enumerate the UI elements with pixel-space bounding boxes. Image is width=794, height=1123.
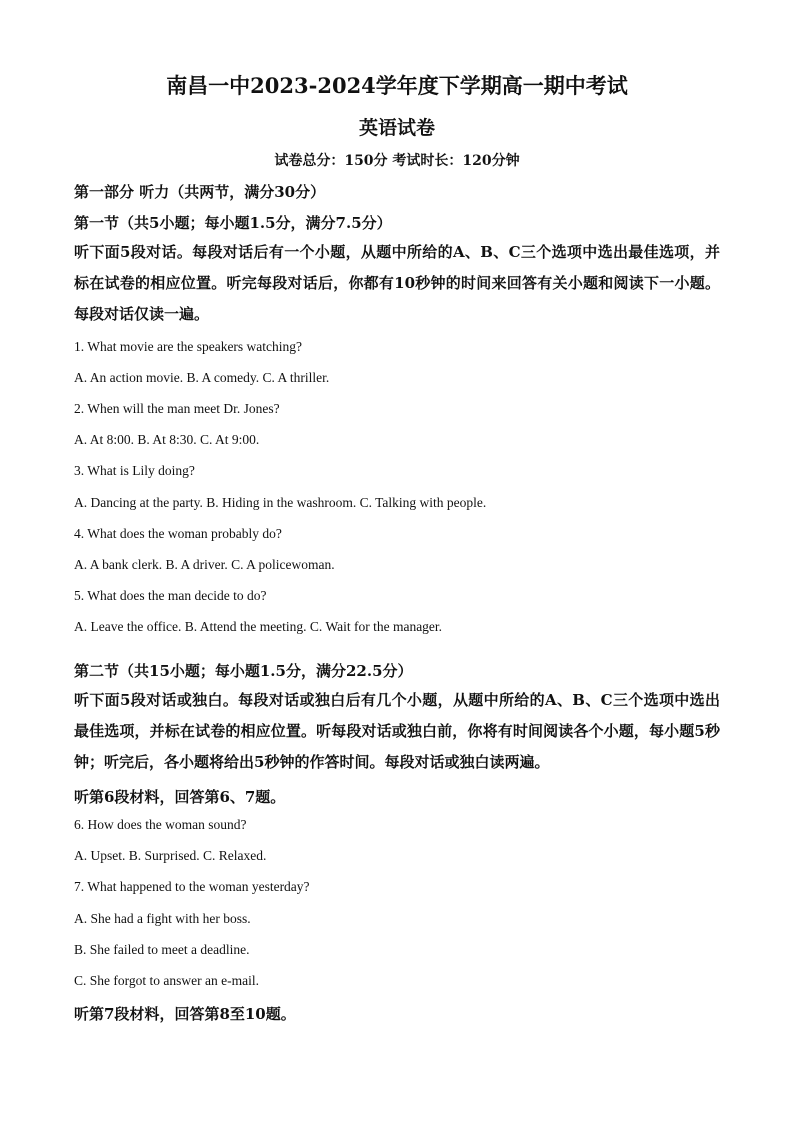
section2-heading: 第二节（共15小题；每小题1.5分，满分22.5分） bbox=[74, 662, 413, 680]
question-7-option-c: C. She forgot to answer an e-mail. bbox=[74, 973, 259, 988]
section2-instructions: 听下面5段对话或独白。每段对话或独白后有几个小题，从题中所给的A、B、C三个选项中选出最佳选项，并标在试卷的相应位置。听每段对话或独白前，你将有时间阅读各个小题，每小题5秒钟；听完后，各小题将给出5秒钟的作答时间。每段对话或独白读两遍。 bbox=[74, 691, 720, 771]
question-4: 4. What does the woman probably do? bbox=[74, 526, 282, 541]
subject-title: 英语试卷 bbox=[358, 117, 435, 139]
material-6-heading: 听第6段材料，回答第6、7题。 bbox=[74, 788, 286, 806]
question-5: 5. What does the man decide to do? bbox=[74, 588, 267, 603]
question-5-options: A. Leave the office. B. Attend the meeting. C. Wait for the manager. bbox=[74, 619, 443, 634]
section1-instructions: 听下面5段对话。每段对话后有一个小题，从题中所给的A、B、C三个选项中选出最佳选项，并标在试卷的相应位置。听完每段对话后，你都有10秒钟的时间来回答有关小题和阅读下一小题。每段对话仅读一遍。 bbox=[74, 243, 720, 323]
question-3-options: A. Dancing at the party. B. Hiding in the washroom. C. Talking with people. bbox=[74, 495, 487, 510]
question-7-option-b: B. She failed to meet a deadline. bbox=[74, 942, 250, 957]
part1-heading: 第一部分 听力（共两节，满分30分） bbox=[74, 183, 326, 201]
question-7: 7. What happened to the woman yesterday? bbox=[74, 879, 310, 894]
question-4-options: A. A bank clerk. B. A driver. C. A policewoman. bbox=[74, 557, 335, 572]
material-7-heading: 听第7段材料，回答第8至10题。 bbox=[74, 1005, 296, 1023]
score-info: 试卷总分：150分 考试时长：120分钟 bbox=[274, 153, 520, 169]
question-6: 6. How does the woman sound? bbox=[74, 817, 247, 832]
question-1-options: A. An action movie. B. A comedy. C. A thriller. bbox=[74, 370, 330, 385]
question-3: 3. What is Lily doing? bbox=[74, 463, 195, 478]
exam-title: 南昌一中2023-2024学年度下学期高一期中考试 bbox=[166, 73, 628, 98]
question-1: 1. What movie are the speakers watching? bbox=[74, 339, 303, 354]
question-7-option-a: A. She had a fight with her boss. bbox=[74, 911, 251, 926]
question-2: 2. When will the man meet Dr. Jones? bbox=[74, 401, 280, 416]
section1-heading: 第一节（共5小题；每小题1.5分，满分7.5分） bbox=[74, 214, 392, 232]
question-2-options: A. At 8:00. B. At 8:30. C. At 9:00. bbox=[74, 432, 260, 447]
question-6-options: A. Upset. B. Surprised. C. Relaxed. bbox=[74, 848, 267, 863]
